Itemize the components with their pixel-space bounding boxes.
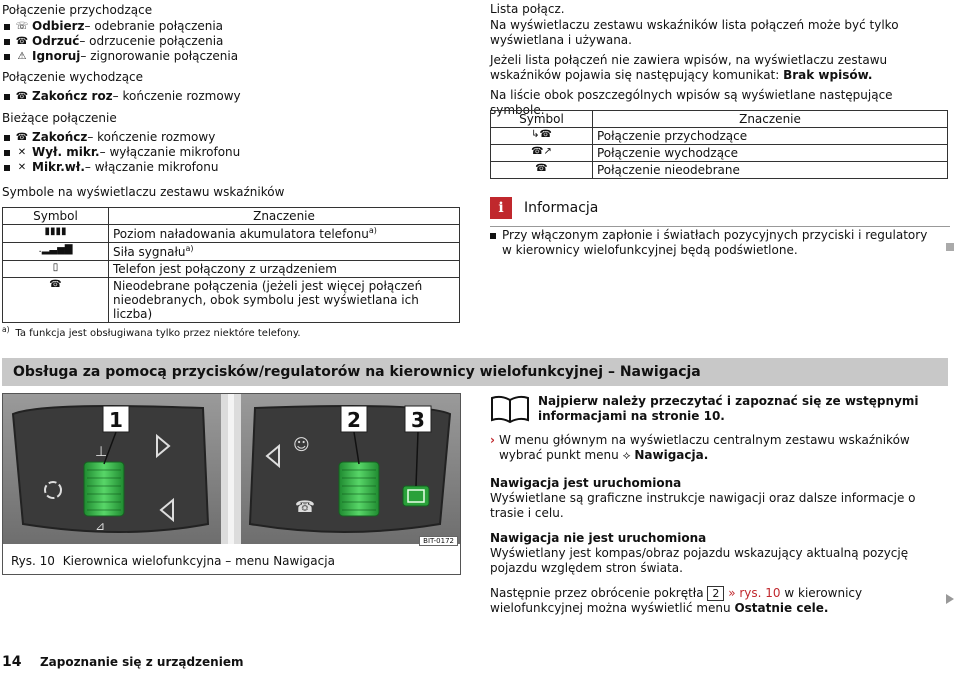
function-name: Odbierz [32,19,85,33]
info-divider [490,226,950,227]
table-row [491,162,948,179]
info-icon: i [490,197,512,219]
section-band [2,358,948,386]
function-name: Ignoruj [32,49,81,63]
svg-text:☺: ☺ [293,435,310,454]
figure-code: BIT-0172 [419,536,458,546]
bullet-square [4,94,10,100]
figure-frame [2,393,461,575]
function-desc: – wyłączanie mikrofonu [99,145,241,159]
meaning-cell: Połączenie wychodzące [593,145,948,162]
caption-text: Kierownica wielofunkcyjna – menu Nawigacja [62,554,335,568]
step-chevron-icon: › [490,433,495,447]
incoming-list-item [2,19,472,34]
right-bottom-column [490,394,950,616]
right-top-column [490,2,950,118]
figure-caption [11,554,335,568]
section-title: Obsługa za pomocą przycisków/regulatorów na kierownicy wielofunkcyjnej – Nawigacja [13,364,701,380]
call-list-title: Lista połącz. [490,2,565,16]
meaning-cell: Połączenie przychodzące [593,128,948,145]
svg-text:☎: ☎ [295,497,315,516]
footnote [2,325,301,339]
bullet-square [4,165,10,171]
phone-icon: ✕ [17,162,27,173]
footnote-ref: a) [368,226,377,235]
current-list-item [2,145,472,160]
nav-off-text: Wyświetlany jest kompas/obraz pojazdu wskazujący aktualną pozycję pojazdu względem stron świata. [490,546,909,575]
book-icon [490,394,530,424]
function-desc: – włączanie mikrofonu [84,160,219,174]
current-list-item [2,130,472,145]
info-text: Przy włączonym zapłonie i światłach pozycyjnych przyciski i regulatory w kierownicy wielofunkcyjnej będą podświetlone. [502,228,928,257]
table-row [3,243,460,261]
outgoing-list-item [2,89,472,104]
info-title: Informacja [524,200,599,216]
end-marker [946,243,954,251]
function-desc: – kończenie rozmowy [87,130,216,144]
info-text-row [490,228,930,258]
footnote-ref: a) [185,244,194,253]
svg-text:⊥: ⊥ [95,444,108,460]
symbol-icon: .▂▃▅▇ [3,243,109,261]
meaning-cell: Telefon jest połączony z urządzeniem [109,261,460,278]
function-name: Mikr.wł. [32,160,85,174]
nav-off-title: Nawigacja nie jest uruchomiona [490,531,707,545]
svg-text:⊿: ⊿ [95,519,106,533]
page-number: 14 [2,654,22,670]
col-meaning-header-right: Znaczenie [593,111,948,128]
symbol-icon: ☎↗ [491,145,593,162]
current-list-item [2,160,472,175]
phone-icon: ☏ [15,21,29,32]
step-text: W menu głównym na wyświetlaczu centralnym zestawu wskaźników wybrać punkt menu ⟡ Nawigacja. [498,433,910,462]
function-name: Wył. mikr. [32,145,100,159]
step-row [490,433,950,463]
footer-title: Zapoznanie się z urządzeniem [39,655,244,669]
bullet-square [490,233,496,239]
symbol-icon: ☎ [491,162,593,179]
read-first-row [490,394,950,424]
meaning-cell: Nieodebrane połączenia (jeżeli jest więcej połączeń nieodebranych, obok symbolu jest wyświetlana ich liczba) [109,278,460,323]
symbol-icon: ↳☎ [491,128,593,145]
col-symbol-header-right: Symbol [491,111,593,128]
no-entries-text: Brak wpisów. [783,68,873,82]
meaning-cell: Połączenie nieodebrane [593,162,948,179]
incoming-list-item [2,34,472,49]
final-paragraph: Następnie przez obrócenie pokrętła 2 » rys. 10 w kierownicy wielofunkcyjnej można wyświetlić menu Ostatnie cele. [490,586,863,615]
nav-on-text: Wyświetlane są graficzne instrukcje nawigacji oraz dalsze informacje o trasie i celu. [490,491,916,520]
figure-link[interactable]: » rys. 10 [728,586,781,600]
steering-wheel-illustration [3,394,460,544]
phone-icon: ☎ [15,36,29,47]
phone-icon: ⚠ [17,51,27,62]
phone-icon: ☎ [15,132,29,143]
bullet-square [4,39,10,45]
callout-3: 3 [411,408,425,432]
function-name: Odrzuć [32,34,80,48]
display-symbols-table [2,207,460,323]
call-list-symbols-table [490,110,948,179]
bullet-square [4,54,10,60]
call-list-p2: Jeżeli lista połączeń nie zawiera wpisów, na wyświetlaczu zestawu wskaźników pojawia się następujący komunikat: Brak wpisów. [490,53,888,82]
current-heading: Bieżące połączenie [2,111,117,125]
function-desc: – zignorowanie połączenia [80,49,239,63]
meaning-cell: Poziom naładowania akumulatora telefonu$^{a)}$ [109,225,460,243]
outgoing-heading: Połączenie wychodzące [2,70,144,84]
function-name: Zakończ roz [32,89,113,103]
table-row [491,128,948,145]
symbols-heading: Symbole na wyświetlaczu zestawu wskaźników [2,185,285,199]
footer [2,654,243,670]
phone-icon: ✕ [17,147,27,158]
function-desc: – odrzucenie połączenia [79,34,224,48]
symbol-icon: ▮▮▮▮ [3,225,109,243]
col-symbol-header: Symbol [3,208,109,225]
bullet-square [4,135,10,141]
phone-icon: ☎ [15,91,29,102]
footnote-mark: a) [2,325,10,334]
symbol-icon: ☎ [3,278,109,323]
read-first-text: Najpierw należy przeczytać i zapoznać się ze wstępnymi informacjami na stronie 10. [538,394,919,423]
call-list-p3: Na liście obok poszczególnych wpisów są wyświetlane następujące symbole. [490,88,893,117]
col-meaning-header: Znaczenie [109,208,460,225]
next-page-arrow-icon [946,594,954,604]
nav-on-title: Nawigacja jest uruchomiona [490,476,682,490]
table-row [491,145,948,162]
table-row [3,278,460,323]
bullet-square [4,24,10,30]
bullet-square [4,150,10,156]
table-row [3,225,460,243]
left-column [2,2,472,200]
navigation-icon: ⟡ [622,448,631,462]
meaning-cell: Siła sygnału$^{a)}$ [109,243,460,261]
table-row [3,261,460,278]
callout-2: 2 [347,408,361,432]
call-list-p1: Na wyświetlaczu zestawu wskaźników lista połączeń może być tylko wyświetlana i używana. [490,18,899,47]
footnote-text: Ta funkcja jest obsługiwana tylko przez niektóre telefony. [15,328,301,339]
navigation-menu-item: Nawigacja. [634,448,709,462]
info-box-header [490,197,598,219]
recent-destinations-menu: Ostatnie cele. [734,601,829,615]
incoming-heading: Połączenie przychodzące [2,3,153,17]
knob-2-ref: 2 [707,586,724,601]
callout-1: 1 [109,408,123,432]
symbol-icon: ▯ [3,261,109,278]
function-desc: – kończenie rozmowy [112,89,241,103]
caption-number: Rys. 10 [11,554,55,568]
incoming-list-item [2,49,472,64]
function-desc: – odebranie połączenia [84,19,224,33]
function-name: Zakończ [32,130,88,144]
